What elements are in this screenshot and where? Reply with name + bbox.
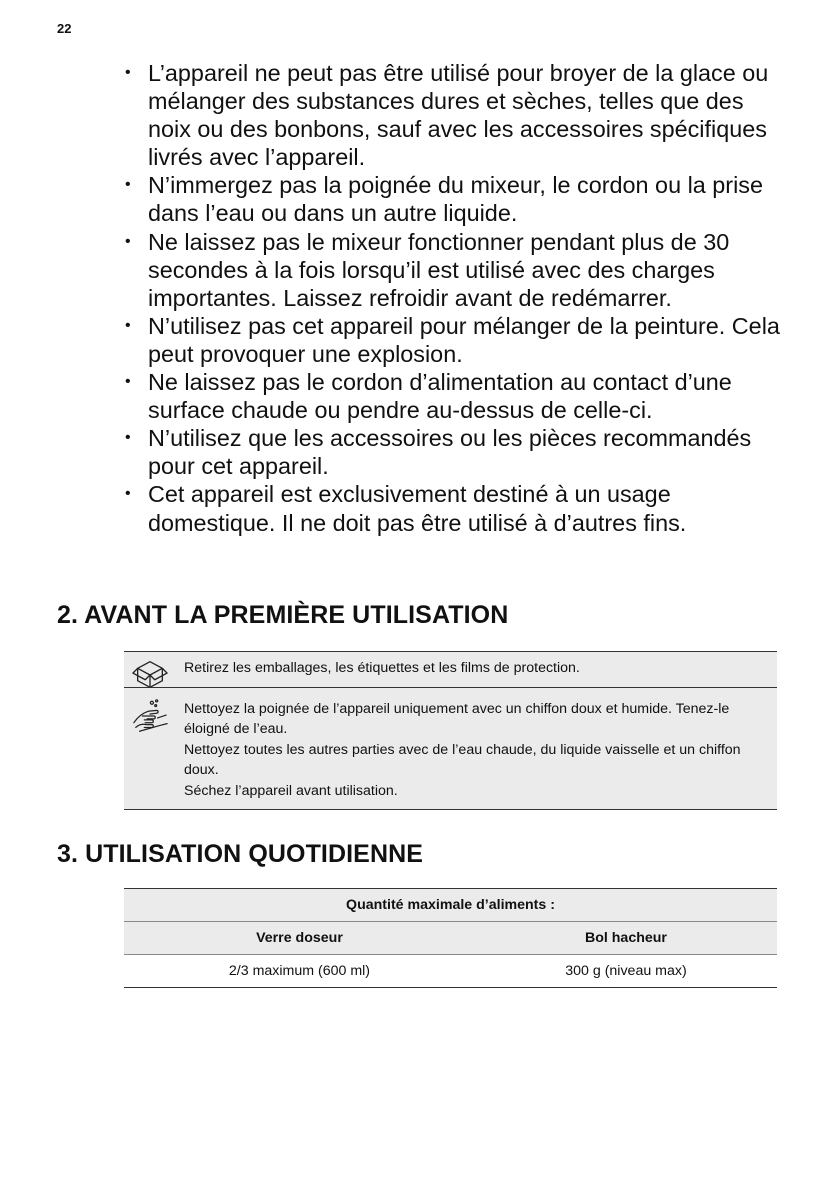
table-cell: 2/3 maximum (600 ml) bbox=[124, 955, 475, 988]
page-number: 22 bbox=[57, 21, 72, 36]
section-heading-utilisation: 3. UTILISATION QUOTIDIENNE bbox=[57, 840, 424, 868]
instruction-row-unpack bbox=[124, 652, 777, 687]
column-header: Verre doseur bbox=[124, 922, 475, 955]
bullet-icon: • bbox=[125, 485, 131, 503]
instruction-text: Séchez l’appareil avant utilisation. bbox=[184, 782, 398, 799]
list-item-text: N’utilisez pas cet appareil pour mélanger de la peinture. Cela peut provoquer une explosion. bbox=[148, 312, 780, 367]
table-cell: 300 g (niveau max) bbox=[475, 955, 777, 988]
list-item bbox=[110, 368, 790, 424]
list-item bbox=[110, 424, 790, 480]
bullet-icon: • bbox=[125, 316, 131, 334]
table-caption-row bbox=[124, 889, 777, 922]
bullet-icon: • bbox=[125, 373, 131, 391]
bullet-icon: • bbox=[125, 232, 131, 250]
quantity-table bbox=[124, 888, 777, 988]
bullet-icon: • bbox=[125, 429, 131, 447]
table-row bbox=[124, 955, 777, 988]
bullet-icon: • bbox=[125, 176, 131, 194]
table-caption: Quantité maximale d’aliments : bbox=[124, 889, 777, 922]
bullet-icon: • bbox=[125, 64, 131, 81]
list-item-text: N’immergez pas la poignée du mixeur, le cordon ou la prise dans l’eau ou dans un autre liquide. bbox=[148, 172, 763, 227]
section-heading-avant: 2. AVANT LA PREMIÈRE UTILISATION bbox=[57, 601, 509, 629]
instruction-box bbox=[124, 651, 777, 810]
list-item-text: L’appareil ne peut pas être utilisé pour broyer de la glace ou mélanger des substances dures et sèches, telles que des noix ou des bonbons, sauf avec les accessoires spécifiques livrés avec l’appareil. bbox=[148, 60, 769, 171]
table-header-row bbox=[124, 922, 777, 955]
instruction-text: Nettoyez toutes les autres parties avec de l’eau chaude, du liquide vaisselle et un chiffon doux. bbox=[184, 741, 741, 778]
list-item-text: N’utilisez que les accessoires ou les pièces recommandés pour cet appareil. bbox=[148, 425, 752, 480]
instruction-row-clean bbox=[124, 687, 777, 810]
list-item bbox=[110, 480, 790, 536]
instruction-text: Retirez les emballages, les étiquettes et les films de protection. bbox=[184, 660, 580, 676]
list-item-text: Ne laissez pas le mixeur fonctionner pendant plus de 30 secondes à la fois lorsqu’il est utilisé avec des charges importantes. Laissez refroidir avant de redémarrer. bbox=[148, 228, 730, 311]
column-header: Bol hacheur bbox=[475, 922, 777, 955]
instruction-text: Nettoyez la poignée de l’appareil uniquement avec un chiffon doux et humide. Tenez-le éloigné de l’eau. bbox=[184, 700, 730, 737]
list-item bbox=[110, 59, 790, 171]
list-item-text: Cet appareil est exclusivement destiné à un usage domestique. Il ne doit pas être utilisé à d’autres fins. bbox=[148, 481, 687, 536]
safety-list bbox=[110, 59, 790, 537]
cleaning-hands-icon bbox=[131, 698, 169, 736]
list-item bbox=[110, 312, 790, 368]
list-item-text: Ne laissez pas le cordon d’alimentation au contact d’une surface chaude ou pendre au-dessus de celle-ci. bbox=[148, 369, 732, 424]
list-item bbox=[110, 228, 790, 312]
list-item bbox=[110, 171, 790, 227]
